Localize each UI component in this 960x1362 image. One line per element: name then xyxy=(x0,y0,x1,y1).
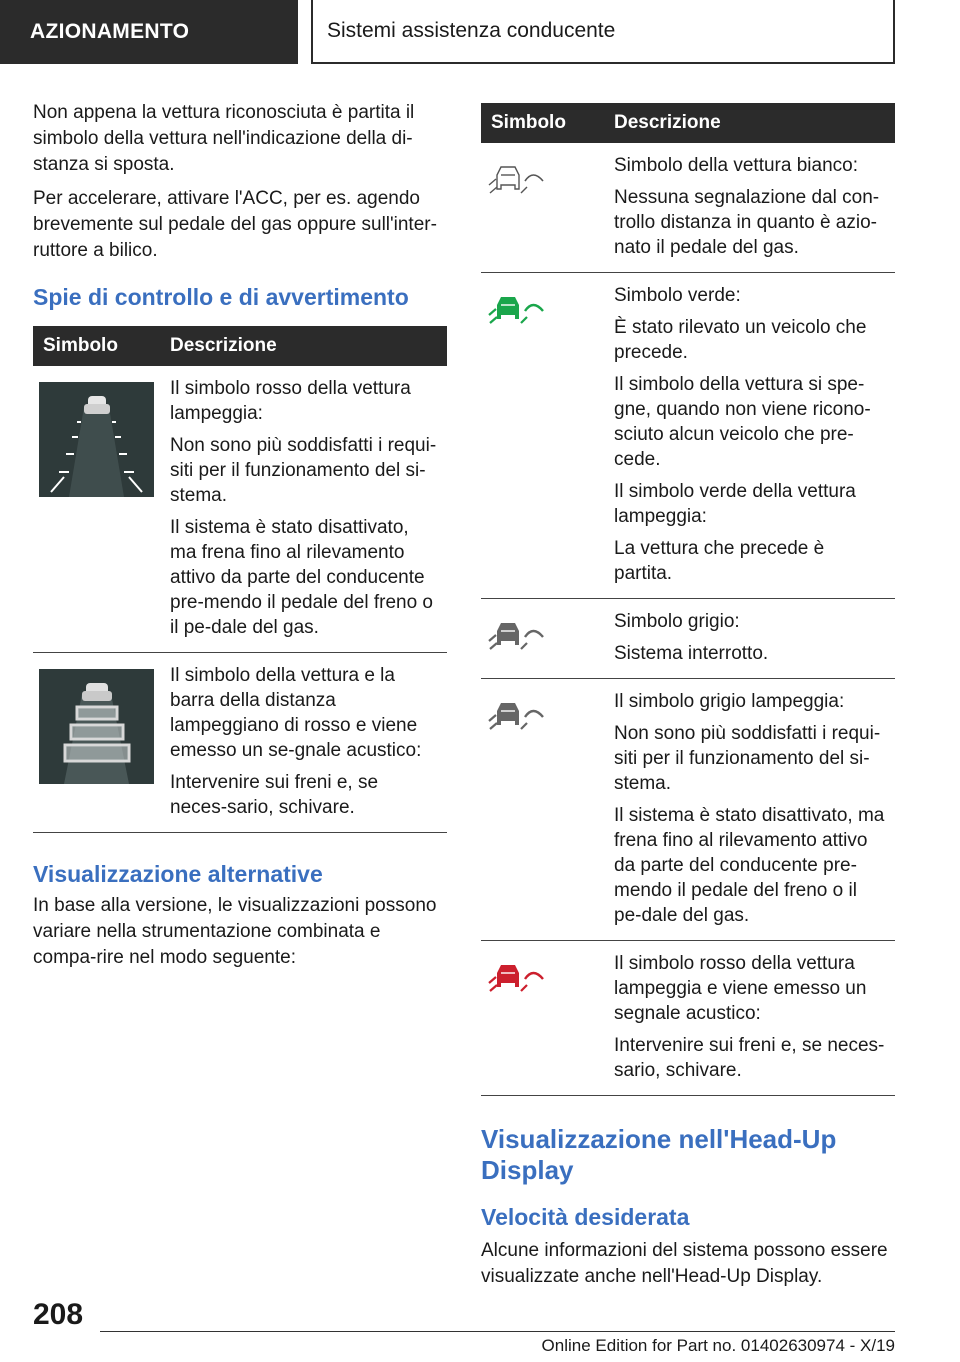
alternative-display-heading: Visualizzazione alternative xyxy=(33,861,323,887)
chapter-label: AZIONAMENTO xyxy=(30,20,190,43)
page-title: Sistemi assistenza conducente xyxy=(327,19,616,42)
hud-heading: Visualizzazione nell'Head-Up Display xyxy=(481,1124,837,1185)
row-description: Il simbolo grigio lampeggia: Non sono più soddisfatti i requi-siti per il funzionamento del si-stema. Il sistema è stato disattivato, ma frena fino al rilevamento attivo da parte del conducente pre-mendo il pedale del freno o il pe-dale del gas. xyxy=(604,679,895,941)
table-row xyxy=(33,366,447,653)
acc-vehicle-grey-icon xyxy=(487,615,598,660)
page-number: 208 xyxy=(33,1298,84,1331)
row-description: Simbolo della vettura bianco: Nessuna segnalazione dal con-trollo distanza in quanto è azio-nato il pedale del gas. xyxy=(604,143,895,273)
footer-divider xyxy=(100,1331,895,1332)
column-header-description: Descrizione xyxy=(604,103,895,143)
acc-vehicle-grey-blinking-icon xyxy=(487,695,598,740)
row-description: Simbolo grigio: Sistema interrotto. xyxy=(604,599,895,679)
warning-lights-table xyxy=(33,326,447,833)
table-row xyxy=(481,599,895,679)
table-row xyxy=(481,273,895,599)
column-header-symbol: Simbolo xyxy=(33,326,160,366)
intro-paragraph-1: Non appena la vettura riconosciuta è partita il simbolo della vettura nell'indicazione della di-stanza si sposta. xyxy=(33,102,415,175)
alternative-symbols-table xyxy=(481,103,895,1096)
chapter-tab xyxy=(0,0,298,64)
row-description: Il simbolo rosso della vettura lampeggia e viene emesso un segnale acustico: Intervenire sui freni e, se neces-sario, schivare. xyxy=(604,941,895,1096)
vehicle-distance-bar-blinking-icon xyxy=(39,669,154,789)
intro-paragraph-2: Per accelerare, attivare l'ACC, per es. agendo brevemente sul pedale del gas oppure sull'inter-ruttore a bilico. xyxy=(33,188,437,261)
alternative-display-text: In base alla versione, le visualizzazioni possono variare nella strumentazione combinata e compa-rire nel modo seguente: xyxy=(33,895,437,968)
acc-vehicle-white-icon xyxy=(487,159,598,204)
table-row xyxy=(481,679,895,941)
row-description: Il simbolo della vettura e la barra della distanza lampeggiano di rosso e viene emesso un se-gnale acustico: Intervenire sui freni e, se neces-sario, schivare. xyxy=(160,653,447,833)
warning-lights-heading: Spie di controllo e di avvertimento xyxy=(33,284,409,310)
desired-speed-text: Alcune informazioni del sistema possono essere visualizzate anche nell'Head-Up Display. xyxy=(481,1240,888,1287)
page-header xyxy=(311,0,895,64)
column-header-description: Descrizione xyxy=(160,326,447,366)
column-header-symbol: Simbolo xyxy=(481,103,604,143)
table-row xyxy=(33,653,447,833)
table-row xyxy=(481,143,895,273)
right-column xyxy=(481,103,895,1298)
left-column xyxy=(33,100,447,979)
table-row xyxy=(481,941,895,1096)
acc-vehicle-green-icon xyxy=(487,289,598,334)
row-description: Simbolo verde: È stato rilevato un veicolo che precede. Il simbolo della vettura si spe-gne, quando non viene ricono-sciuto alcun veicolo che pre-cede. Il simbolo verde della vettura lampeggia: La vettura che precede è partita. xyxy=(604,273,895,599)
row-description: Il simbolo rosso della vettura lampeggia: Non sono più soddisfatti i requi-siti per il funzionamento del si-stema. Il sistema è stato disattivato, ma frena fino al rilevamento attivo da parte del conducente pre-mendo il pedale del freno o il pe-dale del gas. xyxy=(160,366,447,653)
desired-speed-heading: Velocità desiderata xyxy=(481,1204,690,1230)
edition-note: Online Edition for Part no. 01402630974 - X/19 xyxy=(541,1336,895,1355)
acc-vehicle-red-icon xyxy=(487,957,598,1002)
red-blinking-vehicle-distance-icon xyxy=(39,382,154,502)
